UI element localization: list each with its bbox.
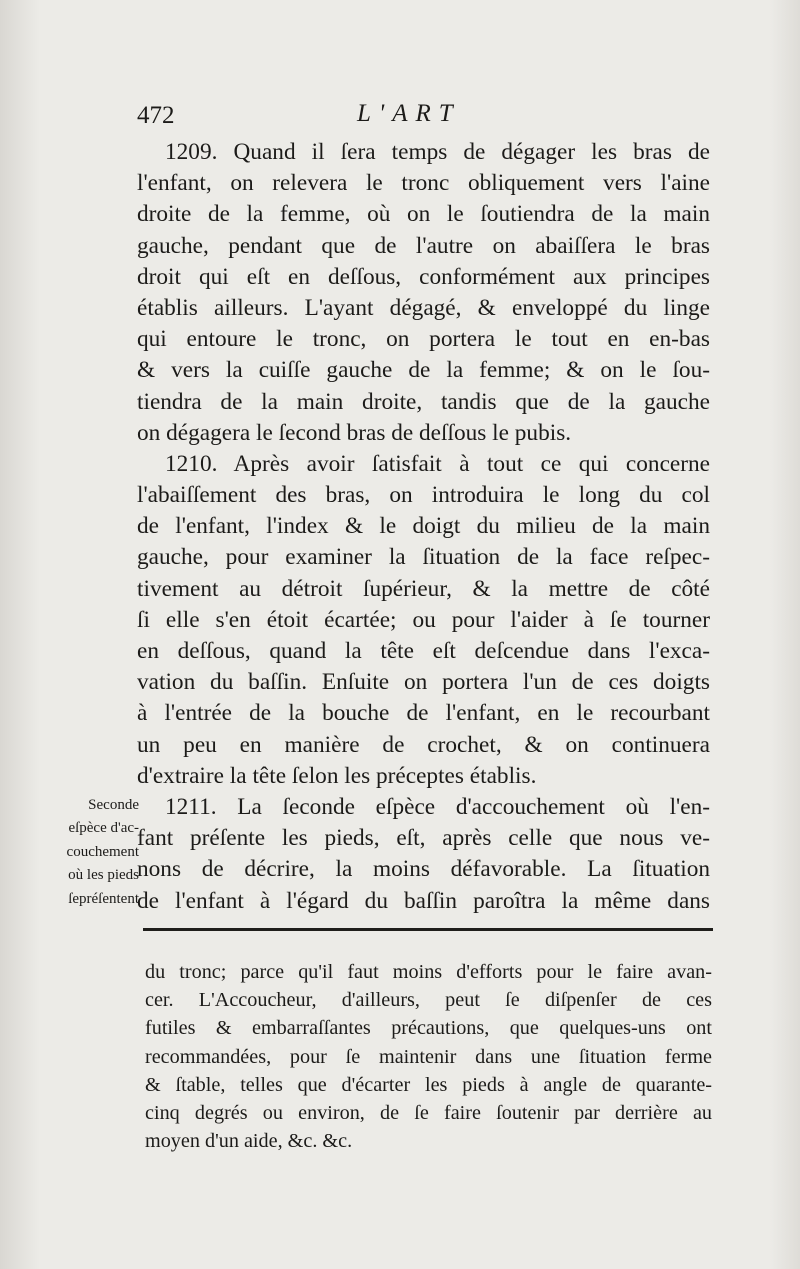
paragraph-1209-line: l'enfant, on relevera le tronc obliquement vers l'aine: [137, 170, 710, 197]
paragraph-1210-line: en deſſous, quand la tête eſt deſcendue dans l'exca-: [137, 638, 710, 664]
margin-note-line: couchement: [66, 843, 139, 860]
page-edge-shadow-right: [770, 0, 800, 1269]
paragraph-1210-line: ſi elle s'en étoit écartée; ou pour l'aider à ſe tourner: [137, 606, 710, 633]
paragraph-1211-line: 1211. La ſeconde eſpèce d'accouchement où l'en-: [165, 793, 710, 820]
paragraph-1210-line: d'extraire la tête ſelon les préceptes établis.: [137, 762, 537, 789]
paragraph-1210-line: 1210. Après avoir ſatisfait à tout ce qui concerne: [165, 450, 710, 477]
footnote-line: recommandées, pour ſe maintenir dans une ſituation ferme: [145, 1045, 712, 1068]
running-title: L'ART: [357, 100, 461, 127]
footnote-line: & ſtable, telles que d'écarter les pieds à angle de quarante-: [145, 1073, 712, 1096]
page-number: 472: [137, 102, 175, 129]
paragraph-1210-line: l'abaiſſement des bras, on introduira le long du col: [137, 482, 710, 509]
paragraph-1210-line: à l'entrée de la bouche de l'enfant, en le recourbant: [137, 700, 710, 727]
paragraph-1209-line: qui entoure le tronc, on portera le tout en en-bas: [137, 326, 710, 353]
page-edge-shadow-left: [0, 0, 40, 1269]
footnote-divider: [143, 928, 713, 931]
footnote-line: du tronc; parce qu'il faut moins d'efforts pour le faire avan-: [145, 961, 712, 983]
paragraph-1211-line: nons de décrire, la moins défavorable. La ſituation: [137, 856, 710, 883]
margin-note-line: Seconde: [88, 797, 139, 813]
paragraph-1211-line: fant préſente les pieds, eſt, après celle que nous ve-: [137, 825, 710, 852]
paragraph-1210-line: vation du baſſin. Enſuite on portera l'un de ces doigts: [137, 669, 710, 696]
paragraph-1209-line: & vers la cuiſſe gauche de la femme; & on le ſou-: [137, 357, 710, 384]
footnote-line: cer. L'Accoucheur, d'ailleurs, peut ſe diſpenſer de ces: [145, 989, 712, 1012]
paragraph-1210-line: un peu en manière de crochet, & on continuera: [137, 731, 710, 758]
margin-note-line: où les pieds: [68, 867, 139, 884]
footnote-line: cinq degrés ou environ, de ſe faire ſoutenir par derrière au: [145, 1101, 712, 1124]
footnote-line: moyen d'un aide, &c. &c.: [145, 1130, 353, 1153]
margin-note-line: eſpèce d'ac-: [68, 820, 139, 837]
paragraph-1209-line: droite de la femme, où on le ſoutiendra de la main: [137, 201, 710, 228]
paragraph-1210-line: tivement au détroit ſupérieur, & la mettre de côté: [137, 575, 710, 602]
margin-note: [27, 794, 139, 911]
paragraph-1211-line: de l'enfant à l'égard du baſſin paroîtra la même dans: [137, 887, 710, 914]
main-text: [137, 137, 710, 917]
footnote-line: futiles & embarraſſantes précautions, que quelques-uns ont: [145, 1017, 712, 1040]
page-header: [137, 100, 717, 134]
paragraph-1210-line: gauche, pour examiner la ſituation de la face reſpec-: [137, 544, 710, 571]
paragraph-1209-line: 1209. Quand il ſera temps de dégager les bras de: [165, 139, 710, 165]
paragraph-1210-line: de l'enfant, l'index & le doigt du milieu de la main: [137, 513, 710, 540]
paragraph-1209-line: tiendra de la main droite, tandis que de la gauche: [137, 388, 710, 415]
margin-note-line: ſepréſentent: [68, 890, 139, 907]
paragraph-1209-line: établis ailleurs. L'ayant dégagé, & enveloppé du linge: [137, 294, 710, 321]
footnote: [145, 958, 712, 1155]
paragraph-1209-line: droit qui eſt en deſſous, conformément aux principes: [137, 263, 710, 290]
paragraph-1209-line: gauche, pendant que de l'autre on abaiſſera le bras: [137, 232, 710, 259]
paragraph-1209-line: on dégagera le ſecond bras de deſſous le pubis.: [137, 419, 572, 446]
